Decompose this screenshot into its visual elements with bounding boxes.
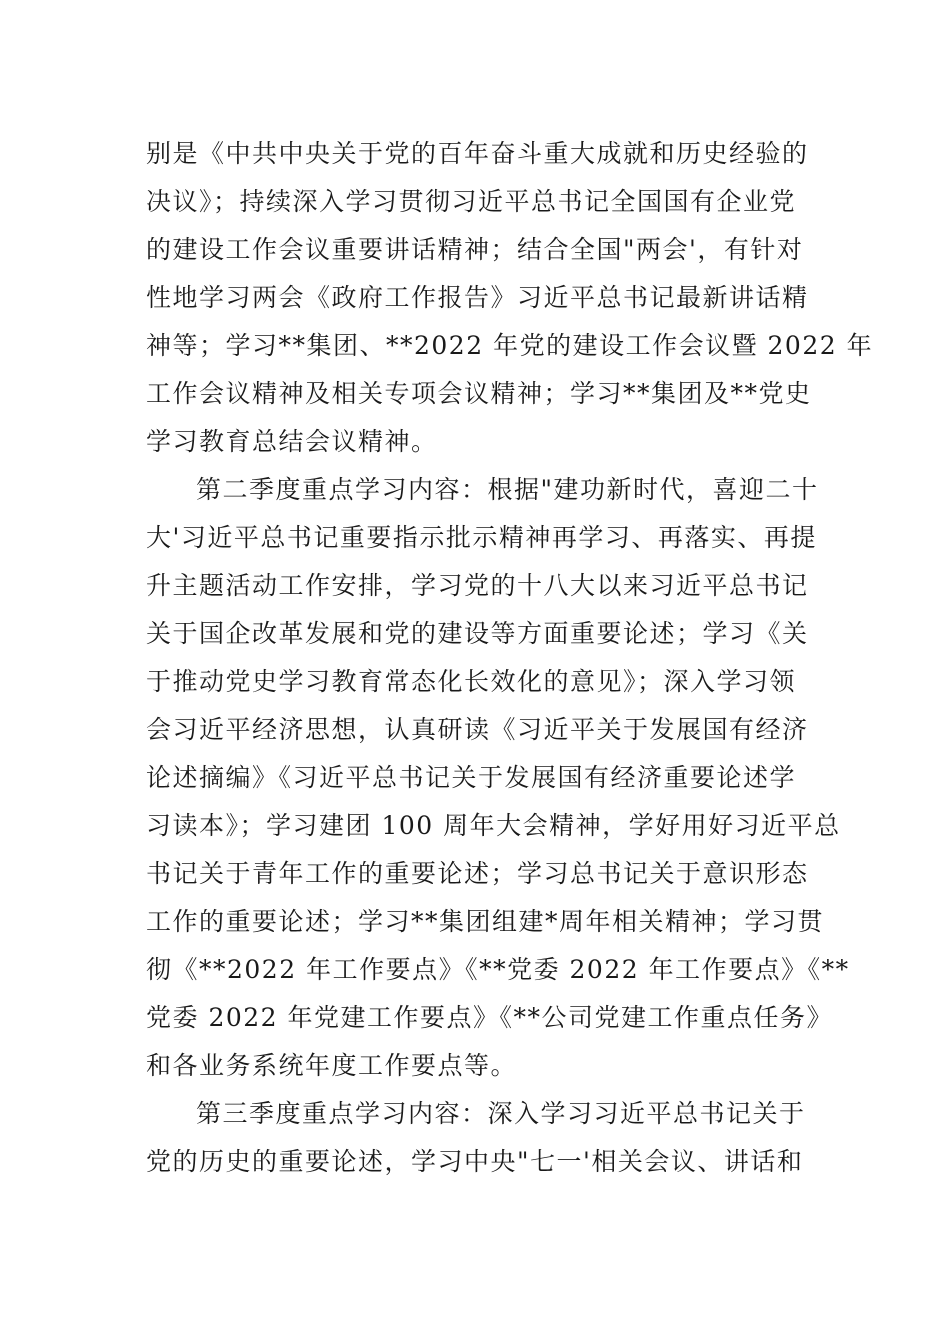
paragraph-2 — [146, 466, 850, 1090]
text-line: 第三季度重点学习内容：深入学习习近平总书记关于 — [196, 1099, 806, 1128]
text-line: 于推动党史学习教育常态化长效化的意见》；深入学习领 — [146, 667, 797, 696]
text-line: 学习教育总结会议精神。 — [146, 427, 438, 456]
document-body — [146, 130, 874, 1186]
text-line: 决议》；持续深入学习贯彻习近平总书记全国国有企业党 — [146, 187, 797, 216]
text-line: 党委 2022 年党建工作要点》《**公司党建工作重点任务》 — [146, 1003, 834, 1032]
text-line: 第二季度重点学习内容：根据"建功新时代，喜迎二十 — [196, 475, 819, 504]
text-line: 别是《中共中央关于党的百年奋斗重大成就和历史经验的 — [146, 139, 809, 168]
text-line: 性地学习两会《政府工作报告》习近平总书记最新讲话精 — [146, 283, 809, 312]
text-line: 书记关于青年工作的重要论述；学习总书记关于意识形态 — [146, 859, 809, 888]
paragraph-1 — [146, 130, 874, 466]
text-line: 工作会议精神及相关专项会议精神；学习**集团及**党史 — [146, 379, 812, 408]
text-line: 习读本》；学习建团 100 周年大会精神，学好用好习近平总 — [146, 811, 841, 840]
text-line: 和各业务系统年度工作要点等。 — [146, 1051, 518, 1080]
text-line: 党的历史的重要论述，学习中央"七一'相关会议、讲话和 — [146, 1147, 804, 1176]
text-line: 彻《**2022 年工作要点》《**党委 2022 年工作要点》《** — [146, 955, 850, 984]
text-line: 工作的重要论述；学习**集团组建*周年相关精神；学习贯 — [146, 907, 825, 936]
text-line: 大'习近平总书记重要指示批示精神再学习、再落实、再提 — [146, 523, 817, 552]
text-line: 会习近平经济思想，认真研读《习近平关于发展国有经济 — [146, 715, 809, 744]
paragraph-3 — [146, 1090, 810, 1186]
text-line: 神等；学习**集团、**2022 年党的建设工作会议暨 2022 年 — [146, 331, 874, 360]
text-line: 的建设工作会议重要讲话精神；结合全国"两会'，有针对 — [146, 235, 804, 264]
text-line: 关于国企改革发展和党的建设等方面重要论述；学习《关 — [146, 619, 809, 648]
text-line: 升主题活动工作安排，学习党的十八大以来习近平总书记 — [146, 571, 809, 600]
text-line: 论述摘编》《习近平总书记关于发展国有经济重要论述学 — [146, 763, 797, 792]
